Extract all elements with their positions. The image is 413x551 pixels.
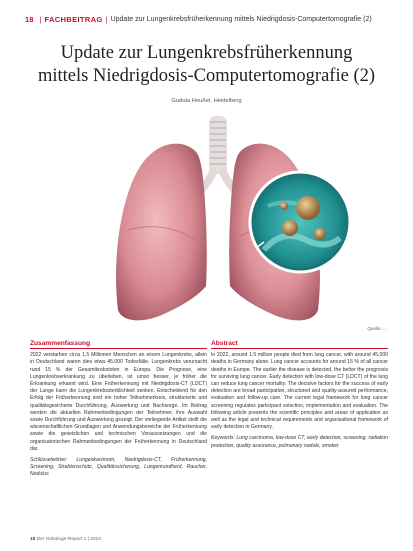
footer-page-number: 18 bbox=[30, 537, 36, 542]
author-line: Gudula Heußel, Heidelberg bbox=[171, 98, 242, 104]
left-lung bbox=[116, 144, 207, 321]
abstract-english bbox=[211, 340, 388, 454]
summary-body: 2022 verstarben circa 1,5 Millionen Menschen an einem Lungenkrebs, allein in Deutschland waren dies etwa 45.000 Todesfälle. Lungenkrebs verursacht rund 15 % der Gesamtkrebstoten in Europa. Die Prognose, eine Lungenkrebserkrankung zu überleben, ist umso besser, je früher die Erkrankung erkannt wird. Eine Früherkennung mit Niedrigdosis-CT (LDCT) der Lunge kann die Lungenkrebssterblichkeit senken. Entscheidend für den Erfolg der Früherkennung sind ein hoher Teilnehmerkreis, strukturierte und qualitätsgesicherte Durchführung, Auswertung und Nachsorge. Im Beitrag werden die aktuellen Rahmenbedingungen der Teilnehmer, ihre Auswahl sowie Durchführung und Auswertung gezeigt. Der vorliegende Artikel stellt die wissenschaftlichen Grundlagen und Anwendungsbereiche der Früherkennung sowie die gesetzlichen und technischen Voraussetzungen und die organisatorischen Rahmenbedingungen der Früherkennung in Deutschland dar. bbox=[30, 352, 207, 452]
lung-illustration bbox=[68, 110, 368, 330]
footer-text: Der Onkologe-Report 1 | 2024 bbox=[36, 537, 101, 542]
tumor-nodule-3 bbox=[314, 228, 326, 240]
summary-heading: Zusammenfassung bbox=[30, 340, 207, 349]
header-separator: | bbox=[39, 14, 42, 24]
title-line-1: Update zur Lungenkrebsfrüherkennung bbox=[60, 43, 353, 63]
article-title bbox=[0, 42, 413, 88]
page-number: 18 bbox=[25, 14, 34, 24]
running-header bbox=[25, 12, 395, 26]
section-category: FACHBEITRAG bbox=[44, 14, 103, 24]
tumor-nodule-1 bbox=[296, 196, 320, 220]
tumor-nodule-4 bbox=[280, 202, 288, 210]
tumor-nodule-2 bbox=[282, 220, 298, 236]
abstract-body: In 2022, around 1.5 million people died from lung cancer, with around 45,000 deaths in Germany alone. Lung cancer accounts for around 15 % of all cancer deaths in Europe. The earlier the disease is detected, the better the prognosis for surviving lung cancer. Early detection with low-dose CT (LDCT) of the lung can reduce lung cancer mortality. The decisive factors for the success of early detection are broad participation, structured and quality-assured performance, evaluation and follow-up care. The current legal framework for lung cancer screening regulates participant selection, implementation and evaluation. The following article presents the scientific principles and areas of application as well as the legal and technical requirements and organisational framework of early detection in Germany. bbox=[211, 352, 388, 431]
summary-german bbox=[30, 340, 207, 483]
running-title: Update zur Lungenkrebsfrüherkennung mittels Niedrigdosis-Computertomografie (2) bbox=[110, 15, 372, 23]
abstract-keywords: Keywords: Lung carcinoma, low-dose CT, early detection, screening, radiation protection, quality assurance, pulmonary nodule, smoker bbox=[211, 435, 388, 449]
title-line-2: mittels Niedrigdosis-Computertomografie (2) bbox=[37, 66, 376, 86]
summary-keywords: Schlüsselwörter: Lungenkarzinom, Niedrigdosis-CT, Früherkennung, Screening, Strahlenschutz, Qualitätssicherung, Lungenrundherd, Raucher, Nodulus bbox=[30, 457, 207, 478]
page-footer bbox=[30, 537, 101, 542]
header-separator-2: | bbox=[105, 14, 108, 24]
image-credit: Quelle: ... bbox=[367, 326, 387, 331]
abstract-heading: Abstract bbox=[211, 340, 388, 349]
tumor-magnified-view bbox=[250, 172, 350, 272]
